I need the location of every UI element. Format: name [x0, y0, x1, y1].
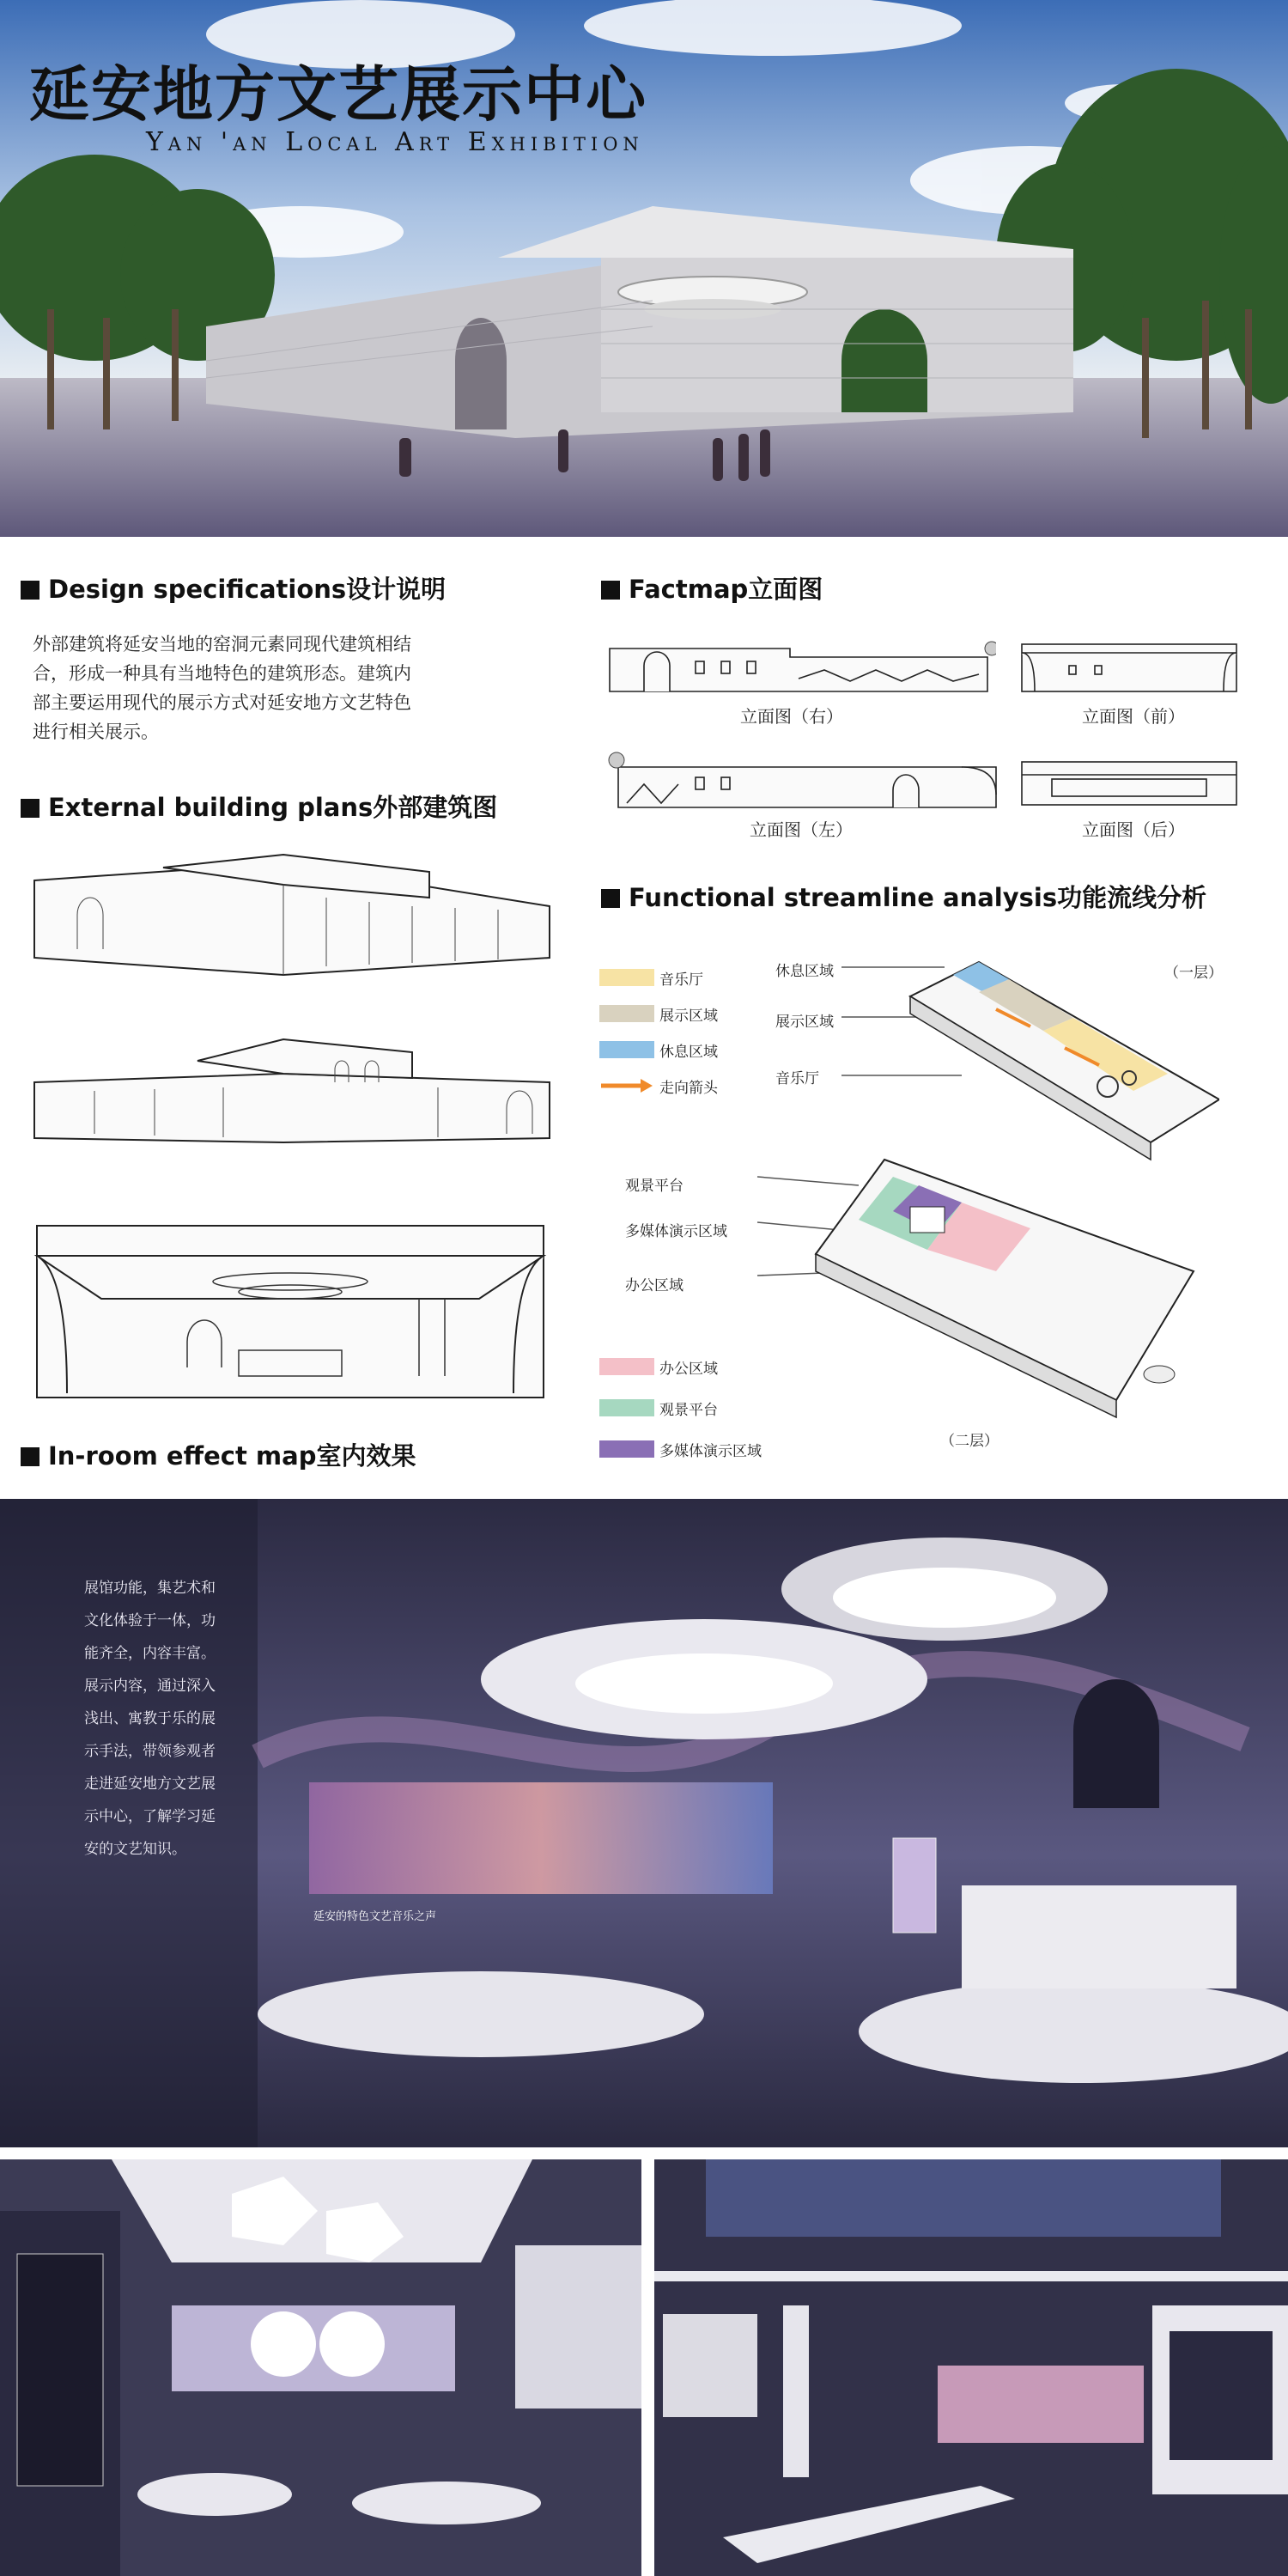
legend-swatch — [599, 969, 654, 986]
legend-swatch — [599, 1440, 654, 1458]
elevation-front — [1018, 640, 1241, 700]
legend-swatch — [599, 1041, 654, 1058]
legend-swatch — [599, 1399, 654, 1416]
interior-sketch — [33, 1221, 548, 1402]
design-spec-heading: Design specifications设计说明 — [21, 570, 446, 606]
external-plans-heading: External building plans外部建筑图 — [21, 789, 497, 824]
elevation-left — [601, 743, 1005, 812]
callout-viewing-platform: 观景平台 — [625, 1178, 683, 1195]
inroom-line: 文化体验于一体，功 — [84, 1612, 216, 1629]
square-bullet-icon — [601, 889, 620, 908]
legend-label: 观景平台 — [659, 1401, 718, 1419]
elevation-right — [601, 631, 996, 700]
factmap-heading: Factmap立面图 — [601, 570, 823, 606]
screen-caption: 延安的特色文艺音乐之声 — [313, 1910, 437, 1923]
elevation-caption-left: 立面图（左） — [750, 819, 853, 840]
legend-item — [599, 959, 718, 996]
inroom-line: 走进延安地方文艺展 — [84, 1775, 216, 1793]
design-spec-line: 进行相关展示。 — [33, 722, 159, 742]
callout-display-area: 展示区域 — [775, 1014, 834, 1031]
legend-item — [599, 1032, 718, 1068]
legend-label: 走向箭头 — [659, 1079, 718, 1097]
interior-render-main — [0, 1499, 1288, 2147]
callout-concert-hall: 音乐厅 — [775, 1070, 819, 1087]
hero-rendering — [0, 0, 1288, 537]
design-spec-line: 合，形成一种具有当地特色的建筑形态。建筑内 — [33, 663, 411, 684]
legend-swatch — [599, 1358, 654, 1375]
interior-render-right-illustration — [654, 2159, 1288, 2576]
inroom-description — [84, 1572, 256, 1866]
floor1-label: （一层） — [1164, 965, 1223, 982]
legend-swatch — [599, 1005, 654, 1022]
legend-item — [599, 1068, 718, 1104]
floor2-label: （二层） — [940, 1433, 999, 1450]
inroom-line: 示中心，了解学习延 — [84, 1808, 216, 1825]
inroom-line: 展示内容，通过深入 — [84, 1678, 216, 1695]
elevation-back — [1018, 758, 1241, 811]
page-subtitle: Yan 'an Local Art Exhibition — [146, 127, 644, 157]
design-spec-line: 外部建筑将延安当地的窑洞元素同现代建筑相结 — [33, 634, 411, 655]
square-bullet-icon — [21, 799, 39, 818]
interior-render-left — [0, 2159, 641, 2576]
interior-render-left-illustration — [0, 2159, 641, 2576]
legend-label: 展示区域 — [659, 1007, 718, 1025]
page-title: 延安地方文艺展示中心 — [29, 59, 647, 130]
square-bullet-icon — [601, 581, 620, 600]
legend-label: 办公区域 — [659, 1360, 718, 1378]
inroom-line: 安的文艺知识。 — [84, 1841, 186, 1858]
exterior-sketch-2 — [26, 1031, 558, 1147]
legend-floor2 — [599, 1346, 762, 1470]
interior-render-right — [654, 2159, 1288, 2576]
design-spec-line: 部主要运用现代的展示方式对延安地方文艺特色 — [33, 692, 411, 713]
elevation-caption-right: 立面图（右） — [740, 706, 843, 727]
legend-item — [599, 996, 718, 1032]
inroom-line: 能齐全，内容丰富。 — [84, 1645, 216, 1662]
callout-rest-area: 休息区域 — [775, 963, 834, 980]
square-bullet-icon — [21, 581, 39, 600]
square-bullet-icon — [21, 1447, 39, 1466]
design-spec-text — [33, 630, 479, 746]
legend-floor1 — [599, 959, 718, 1104]
inroom-line: 浅出、寓教于乐的展 — [84, 1710, 216, 1727]
elevation-caption-front: 立面图（前） — [1082, 706, 1185, 727]
callout-office-area: 办公区域 — [625, 1277, 683, 1294]
exterior-sketch-1 — [26, 846, 558, 979]
functional-heading: Functional streamline analysis功能流线分析 — [601, 879, 1206, 914]
callout-multimedia-area: 多媒体演示区域 — [625, 1223, 727, 1240]
floor2-plan-diagram — [747, 1142, 1228, 1434]
legend-item — [599, 1346, 762, 1387]
inroom-line: 示手法，带领参观者 — [84, 1743, 216, 1760]
inroom-heading: In-room effect map室内效果 — [21, 1437, 416, 1472]
legend-item — [599, 1387, 762, 1428]
elevation-caption-back: 立面图（后） — [1082, 819, 1185, 840]
legend-label: 休息区域 — [659, 1043, 718, 1061]
arrow-icon — [599, 1077, 654, 1094]
legend-label: 音乐厅 — [659, 971, 703, 989]
legend-label: 多媒体演示区域 — [659, 1442, 762, 1460]
legend-item — [599, 1428, 762, 1470]
inroom-line: 展馆功能，集艺术和 — [84, 1580, 216, 1597]
